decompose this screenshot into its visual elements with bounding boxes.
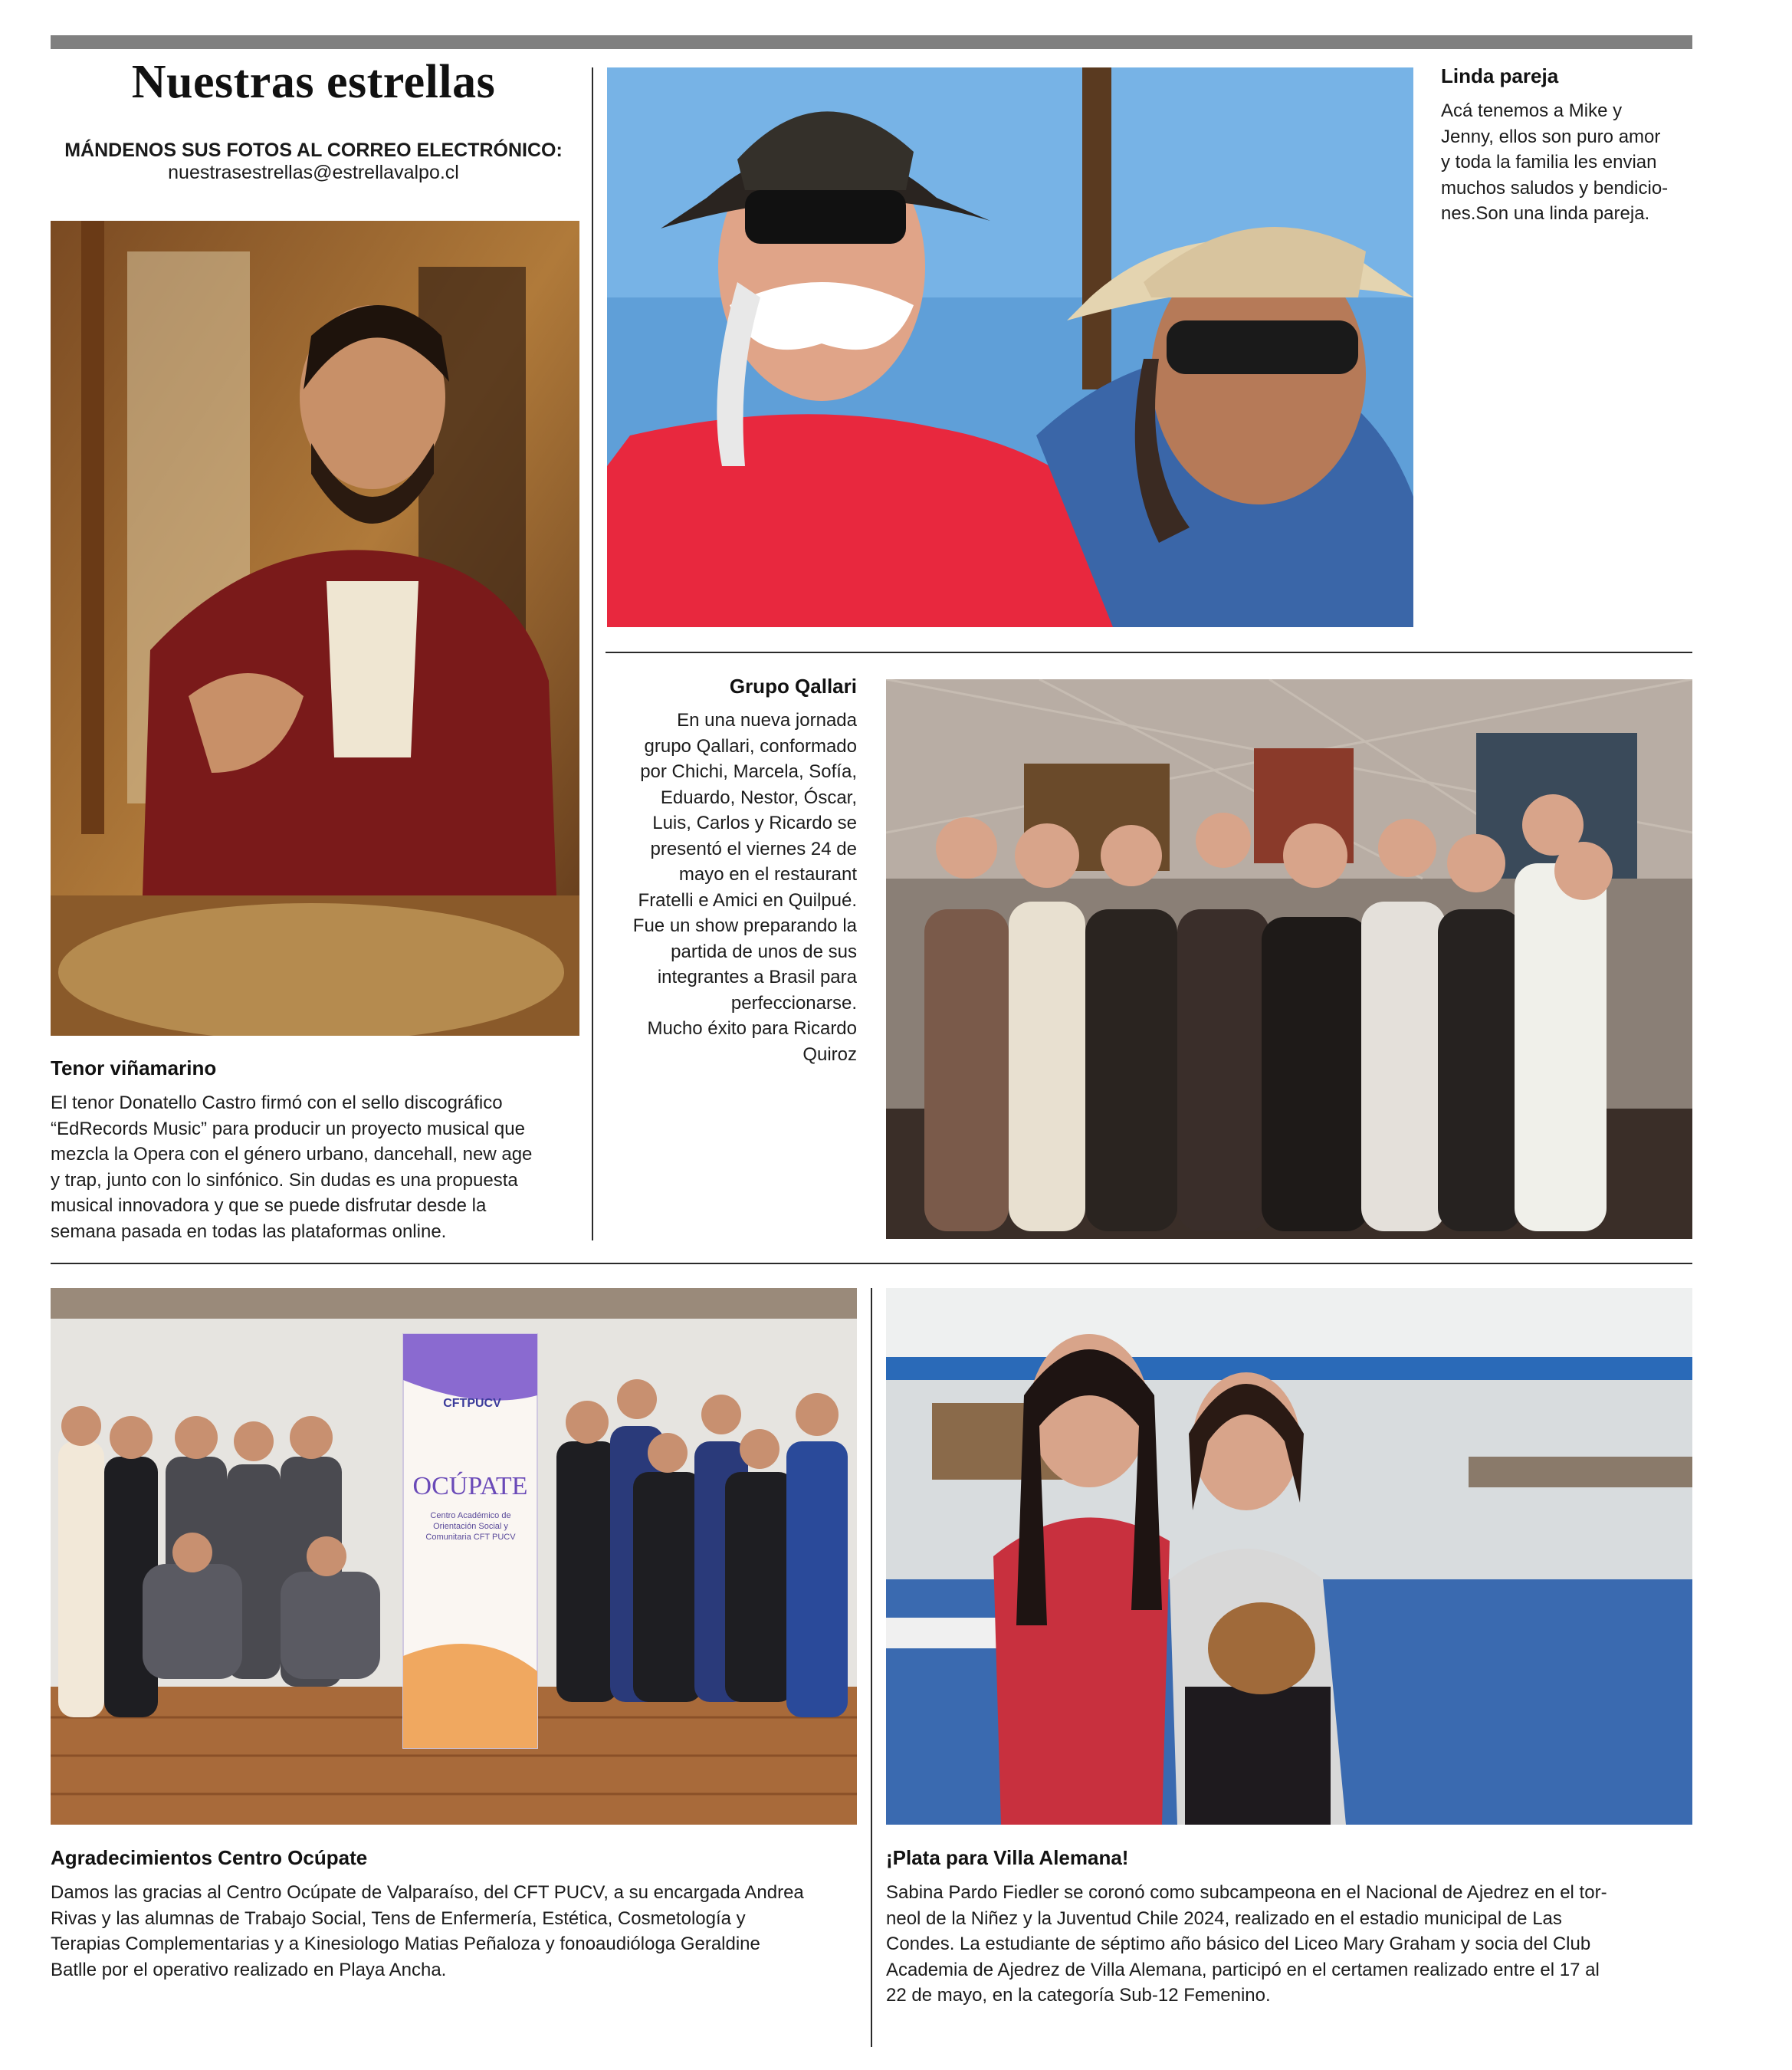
- couple-line: Acá tenemos a Mike y: [1441, 100, 1623, 121]
- qallari-title: Grupo Qallari: [729, 675, 857, 698]
- tenor-line: “EdRecords Music” para producir un proyecto musical que: [51, 1118, 525, 1139]
- ocupate-title: Agradecimientos Centro Ocúpate: [51, 1846, 368, 1869]
- tenor-line: musical innovadora y que se puede disfrutar desde la: [51, 1195, 487, 1216]
- villa-alemana-line: 22 de mayo, en la categoría Sub-12 Femenino.: [886, 1985, 1271, 2006]
- page-title: Nuestras estrellas: [131, 56, 496, 108]
- tenor-line: mezcla la Opera con el género urbano, dancehall, new age: [51, 1144, 533, 1165]
- tenor-title: Tenor viñamarino: [51, 1056, 217, 1079]
- qallari-line: En una nueva jornada: [677, 710, 857, 731]
- qallari-line: Fue un show preparando la: [632, 915, 857, 936]
- couple-line: muchos saludos y bendicio-: [1441, 177, 1669, 199]
- ocupate-line: Terapias Complementarias y a Kinesiologo Matias Peñaloza y fonoaudióloga Geraldine: [51, 1934, 760, 1954]
- couple-body: [1441, 98, 1702, 227]
- tenor-body: [51, 1090, 587, 1244]
- column-divider-top: [592, 67, 593, 1240]
- qallari-line: Quiroz: [802, 1043, 857, 1065]
- villa-alemana-body: [886, 1880, 1698, 2009]
- qallari-line: Fratelli e Amici en Quilpué.: [638, 889, 857, 911]
- qallari-line: por Chichi, Marcela, Sofía,: [640, 761, 857, 782]
- couple-line: y toda la familia les envian: [1441, 152, 1657, 172]
- couple-line: Jenny, ellos son puro amor: [1441, 126, 1661, 147]
- ocupate-banner-word: OCÚPATE: [412, 1472, 528, 1500]
- couple-title: Linda pareja: [1441, 64, 1559, 87]
- villa-alemana-line: neol de la Niñez y la Juventud Chile 2024, realizado en el estadio municipal de Las: [886, 1907, 1562, 1929]
- submission-email: nuestrasestrellas@estrellavalpo.cl: [168, 162, 459, 183]
- villa-alemana-line: Academia de Ajedrez de Villa Alemana, participó en el certamen realizado entre el 17 al: [886, 1959, 1600, 1980]
- tenor-line: semana pasada en todas las plataformas online.: [51, 1221, 447, 1242]
- qallari-line: Luis, Carlos y Ricardo se: [652, 813, 857, 833]
- tenor-line: y trap, junto con lo sinfónico. Sin dudas es una propuesta: [51, 1169, 518, 1191]
- ocupate-line: Rivas y las alumnas de Trabajo Social, Tens de Enfermería, Estética, Cosmetología y: [51, 1907, 746, 1929]
- couple-photo: [607, 67, 1413, 627]
- qallari-body: [606, 708, 857, 1067]
- tenor-line: El tenor Donatello Castro firmó con el sello discográfico: [51, 1092, 503, 1113]
- qallari-line: Eduardo, Nestor, Óscar,: [660, 787, 857, 808]
- villa-alemana-title: ¡Plata para Villa Alemana!: [886, 1846, 1129, 1869]
- ocupate-line: Batlle por el operativo realizado en Playa Ancha.: [51, 1959, 447, 1980]
- qallari-line: Mucho éxito para Ricardo: [647, 1018, 857, 1039]
- ocupate-banner-sub: Centro Académico de Orientación Social y Comunitaria CFT PUCV: [425, 1511, 516, 1542]
- ocupate-banner-brand: CFTPUCV: [443, 1397, 501, 1410]
- ocupate-line: Damos las gracias al Centro Ocúpate de Valparaíso, del CFT PUCV, a su encargada Andrea: [51, 1882, 804, 1903]
- submission-note: [51, 140, 576, 184]
- couple-line: nes.Son una linda pareja.: [1441, 203, 1650, 224]
- qallari-line: mayo en el restaurant: [678, 864, 857, 885]
- qallari-photo: [886, 679, 1692, 1239]
- qallari-line: grupo Qallari, conformado: [644, 735, 857, 757]
- submission-instruction: MÁNDENOS SUS FOTOS AL CORREO ELECTRÓNICO:: [64, 140, 563, 161]
- villa-alemana-line: Sabina Pardo Fiedler se coronó como subcampeona en el Nacional de Ajedrez en el tor-: [886, 1882, 1607, 1903]
- qallari-line: partida de unos de sus: [671, 941, 857, 962]
- qallari-line: perfeccionarse.: [730, 992, 857, 1014]
- villa-alemana-photo: [886, 1288, 1692, 1825]
- ocupate-body: [51, 1880, 863, 1983]
- row-divider-bottom: [51, 1263, 1692, 1264]
- top-rule: [51, 35, 1692, 49]
- tenor-photo: [51, 221, 579, 1036]
- qallari-line: integrantes a Brasil para: [657, 967, 857, 987]
- ocupate-photo: [51, 1288, 857, 1825]
- column-divider-bottom: [871, 1288, 872, 2047]
- row-divider-qallari: [606, 652, 1692, 653]
- villa-alemana-line: Condes. La estudiante de séptimo año básico del Liceo Mary Graham y socia del Club: [886, 1934, 1591, 1954]
- qallari-line: presentó el viernes 24 de: [650, 838, 857, 859]
